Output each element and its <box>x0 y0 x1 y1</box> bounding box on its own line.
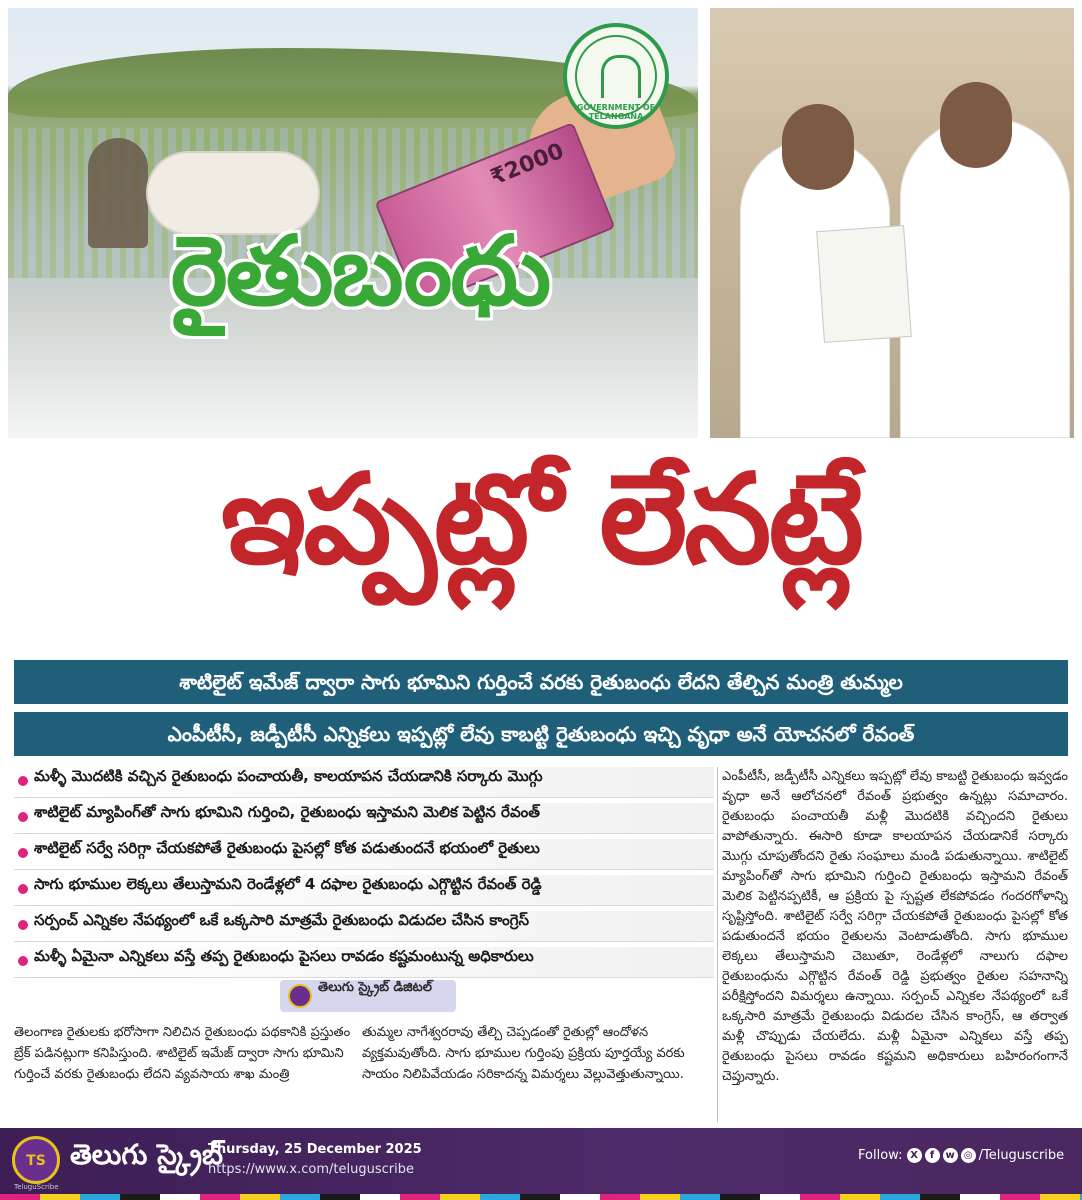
x-icon[interactable]: X <box>907 1148 922 1163</box>
footer-logo-caption: TeluguScribe <box>14 1183 59 1191</box>
leaders-photo <box>710 8 1074 438</box>
print-color-bar <box>0 1194 1082 1200</box>
footer-follow <box>858 1148 1064 1163</box>
footer-logo-icon: TS <box>12 1136 60 1184</box>
currency-value: ₹2000 <box>487 138 568 191</box>
bullet-dot-icon <box>18 884 28 894</box>
bullet-item: శాటిలైట్ మ్యాపింగ్‌తో సాగు భూమిని గుర్తించి, రైతుబంధు ఇస్తామని మెలిక పెట్టిన రేవంత్ <box>14 803 714 834</box>
footer-url-link[interactable]: https://www.x.com/teluguscribe <box>208 1162 414 1177</box>
footer-brand: తెలుగు స్క్రైబ్ <box>70 1138 223 1171</box>
bullet-item: మళ్ళీ మొదటికి వచ్చిన రైతుబంధు పంచాయతీ, కాలయాపన చేయడానికి సర్కారు మొగ్గు <box>14 767 714 798</box>
badge-text: తెలుగు స్క్రైబ్ డిజిటల్ <box>318 980 432 995</box>
bullet-item: సాగు భూముల లెక్కలు తేలుస్తామని రెండేళ్లలో 4 దఫాల రైతుబంధు ఎగ్గొట్టిన రేవంత్ రెడ్డి <box>14 875 714 906</box>
bullet-list <box>14 767 714 983</box>
bullet-dot-icon <box>18 812 28 822</box>
footer-bar <box>0 1128 1082 1194</box>
column-divider <box>717 767 718 1122</box>
telangana-seal-icon <box>563 23 669 129</box>
bullet-item: మళ్ళీ ఏమైనా ఎన్నికలు వస్తే తప్ప రైతుబంధు పైసలు రావడం కష్టమంటున్న అధికారులు <box>14 947 714 978</box>
follow-label: Follow: <box>858 1148 903 1163</box>
document-in-hand <box>816 225 912 343</box>
bullet-item: సర్పంచ్ ఎన్నికల నేపథ్యంలో ఒకే ఒక్కసారి మాత్రమే రైతుబంధు విడుదల చేసిన కాంగ్రెస్ <box>14 911 714 942</box>
subheading-strip-2: ఎంపీటీసీ, జడ్పీటీసీ ఎన్నికలు ఇప్పట్లో లేవు కాబట్టి రైతుబంధు ఇచ్చి వృధా అనే యోచనలో రేవంత్ <box>14 712 1068 756</box>
bullet-item: శాటిలైట్ సర్వే సరిగ్గా చేయకపోతే రైతుబంధు పైసల్లో కోత పడుతుందనే భయంలో రైతులు <box>14 839 714 870</box>
bullet-dot-icon <box>18 920 28 930</box>
follow-handle[interactable]: /Teluguscribe <box>978 1148 1065 1163</box>
head-left <box>782 104 854 190</box>
subheading-strip-1: శాటిలైట్ ఇమేజ్ ద్వారా సాగు భూమిని గుర్తించే వరకు రైతుబంధు లేదని తేల్చిన మంత్రి తుమ్మల <box>14 660 1068 704</box>
facebook-icon[interactable]: f <box>925 1148 940 1163</box>
footer-date: Thursday, 25 December 2025 <box>208 1142 422 1157</box>
instagram-icon[interactable]: ◎ <box>961 1148 976 1163</box>
seal-text: GOVERNMENT OF TELANGANA <box>576 103 656 121</box>
article-body-mid: తుమ్మల నాగేశ్వరరావు తేల్చి చెప్పడంతో రైతుల్లో ఆందోళన వ్యక్తమవుతోంది. సాగు భూముల గుర్తింపు ప్రక్రియ పూర్తయ్యే వరకు సాయం నిలిపివేయడం సరికాదన్న విమర్శలు వెల్లువెత్తుతున్నాయి. <box>362 1025 685 1082</box>
bullet-dot-icon <box>18 848 28 858</box>
teluguscribe-logo-icon <box>288 984 312 1008</box>
bullet-dot-icon <box>18 776 28 786</box>
bullet-dot-icon <box>18 956 28 966</box>
article-body-right: ఎంపీటీసీ, జడ్పీటీసీ ఎన్నికలు ఇప్పట్లో లేవు కాబట్టి రైతుబంధు ఇవ్వడం వృధా అనే ఆలోచనలో రేవంత్ ప్రభుత్వం ఉన్నట్లు సమాచారం. రైతుబంధు పంచాయతీ మళ్లీ మొదటికి వచ్చిందని రైతులు వాపోతున్నారు. ఈసారి కూడా కాలయాపన చేయడానికే సర్కారు మొగ్గు చూపుతోందని రైతు సంఘాలు మండి పడుతున్నాయి. శాటిలైట్ మ్యాపింగ్‌తో సాగు భూమిని గుర్తించి రైతుబంధు ఇస్తామని రేవంత్ మెలిక పెట్టినప్పటికీ, ఆ ప్రక్రియ పై స్పష్టత లేకపోవడం గందరగోళాన్ని సృష్టిస్తోంది. శాటిలైట్ సర్వే సరిగ్గా చేయకపోతే రైతుబంధు పైసల్లో కోత పడుతుందనే భయం రైతులను వెంటాడుతోంది. సాగు భూముల లెక్కలు తేలుస్తామని చెబుతూ, రెండేళ్లలో నాలుగు దఫాల రైతుబంధును ఎగ్గొట్టిన రేవంత్ రెడ్డి ప్రభుత్వం రైతుల సహనాన్ని పరీక్షిస్తోందని విమర్శలు ఉన్నాయి. సర్పంచ్ ఎన్నికల నేపథ్యంలో ఒకే ఒక్కసారి మాత్రమే రైతుబంధు విడుదల చేసిన కాంగ్రెస్, ఆ తర్వాత మళ్లీ చొప్పుడు చేయలేదు. మళ్లీ ఏమైనా ఎన్నికలు వస్తే తప్ప రైతుబంధు పైసలు రావడం కష్టమని అధికారులు బహిరంగంగానే చెప్తున్నారు. <box>722 769 1068 1084</box>
headline-red: ఇప్పట్లో లేనట్లే <box>220 448 862 592</box>
head-right <box>940 82 1012 168</box>
whatsapp-icon[interactable]: w <box>943 1148 958 1163</box>
digital-badge <box>280 980 456 1012</box>
headline-green: రైతుబంధు <box>170 215 550 327</box>
article-body-left: తెలంగాణ రైతులకు భరోసాగా నిలిచిన రైతుబంధు పథకానికి ప్రస్తుతం బ్రేక్ పడినట్లుగా కనిపిస్తుంది. శాటిలైట్ ఇమేజ్ ద్వారా సాగు భూమిని గుర్తించే వరకు రైతుబంధు లేదని వ్యవసాయ శాఖ మంత్రి <box>14 1025 351 1082</box>
